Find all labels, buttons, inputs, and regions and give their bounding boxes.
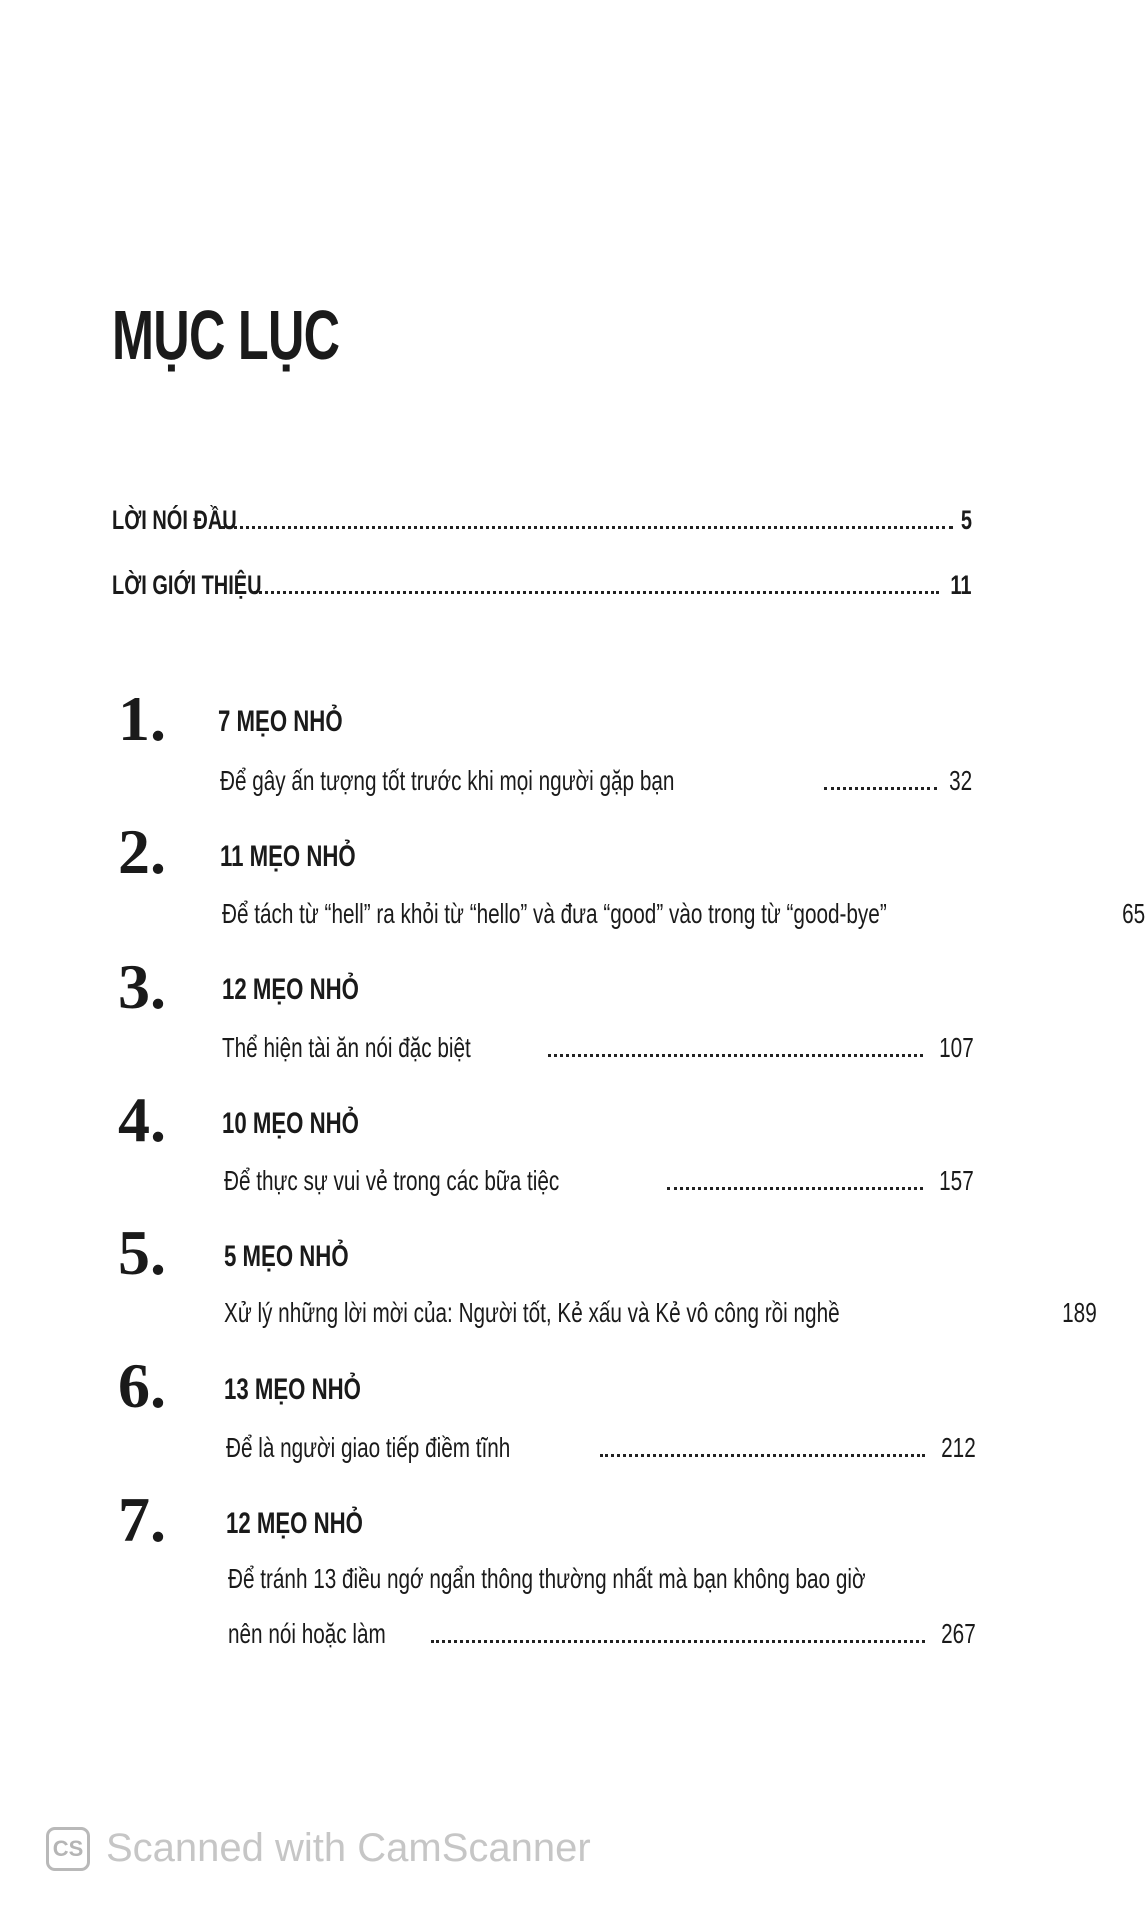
watermark-text: Scanned with CamScanner — [106, 1826, 591, 1870]
toc-entry-chapter-2 — [222, 898, 1145, 930]
entry-page: 107 — [939, 1032, 974, 1063]
chapter-heading: 12 MẸO NHỎ — [222, 973, 359, 1006]
dot-leader — [600, 1454, 925, 1457]
entry-label: Thể hiện tài ăn nói đặc biệt — [222, 1032, 471, 1063]
toc-entry-preface — [112, 505, 972, 536]
chapter-number: 4. — [118, 1084, 166, 1155]
entry-page: 11 — [950, 570, 972, 600]
chapter-number: 7. — [118, 1484, 166, 1555]
entry-label: Để là người giao tiếp điềm tĩnh — [226, 1432, 511, 1463]
chapter-number: 5. — [118, 1217, 166, 1288]
entry-label: LỜI GIỚI THIỆU — [112, 570, 262, 600]
toc-entry-chapter-4 — [224, 1165, 974, 1197]
toc-entry-chapter-3 — [222, 1032, 974, 1064]
toc-entry-chapter-7 — [228, 1618, 976, 1650]
entry-label-line-2: nên nói hoặc làm — [228, 1618, 386, 1649]
chapter-number: 1. — [118, 683, 166, 754]
toc-entry-introduction — [112, 570, 972, 601]
chapter-number: 6. — [118, 1350, 166, 1421]
dot-leader — [221, 526, 953, 529]
chapter-number: 2. — [118, 816, 166, 887]
chapter-heading: 11 MẸO NHỎ — [220, 840, 356, 873]
entry-page: 5 — [960, 505, 972, 535]
chapter-heading: 10 MẸO NHỎ — [222, 1107, 359, 1140]
entry-page: 65 — [1122, 898, 1145, 929]
dot-leader — [254, 591, 939, 594]
entry-page: 157 — [939, 1165, 974, 1196]
entry-page: 189 — [1062, 1297, 1097, 1328]
toc-entry-chapter-1 — [220, 765, 972, 797]
chapter-number: 3. — [118, 951, 166, 1022]
toc-entry-chapter-5 — [224, 1297, 1097, 1329]
entry-label: Để tách từ “hell” ra khỏi từ “hello” và đưa “good” vào trong từ “good-bye” — [222, 898, 887, 929]
dot-leader — [548, 1054, 923, 1057]
entry-label: Để gây ấn tượng tốt trước khi mọi người gặp bạn — [220, 765, 675, 796]
chapter-heading: 12 MẸO NHỎ — [226, 1507, 363, 1540]
chapter-heading: 13 MẸO NHỎ — [224, 1373, 361, 1406]
entry-page: 267 — [941, 1618, 976, 1649]
dot-leader — [824, 787, 937, 790]
entry-label: Xử lý những lời mời của: Người tốt, Kẻ xấu và Kẻ vô công rồi nghề — [224, 1297, 840, 1328]
entry-page: 32 — [948, 765, 972, 796]
chapter-heading: 7 MẸO NHỎ — [218, 705, 343, 738]
scanner-watermark — [46, 1826, 591, 1871]
entry-label: Để thực sự vui vẻ trong các bữa tiệc — [224, 1165, 560, 1196]
camscanner-logo-icon: CS — [46, 1827, 90, 1871]
dot-leader — [431, 1640, 925, 1643]
entry-label: LỜI NÓI ĐẦU — [112, 505, 237, 535]
entry-page: 212 — [941, 1432, 976, 1463]
toc-entry-chapter-6 — [226, 1432, 976, 1464]
dot-leader — [667, 1187, 923, 1190]
toc-title: MỤC LỤC — [112, 296, 340, 374]
chapter-heading: 5 MẸO NHỎ — [224, 1240, 349, 1273]
entry-label-line-1: Để tránh 13 điều ngớ ngẩn thông thường nhất mà bạn không bao giờ — [228, 1563, 866, 1594]
